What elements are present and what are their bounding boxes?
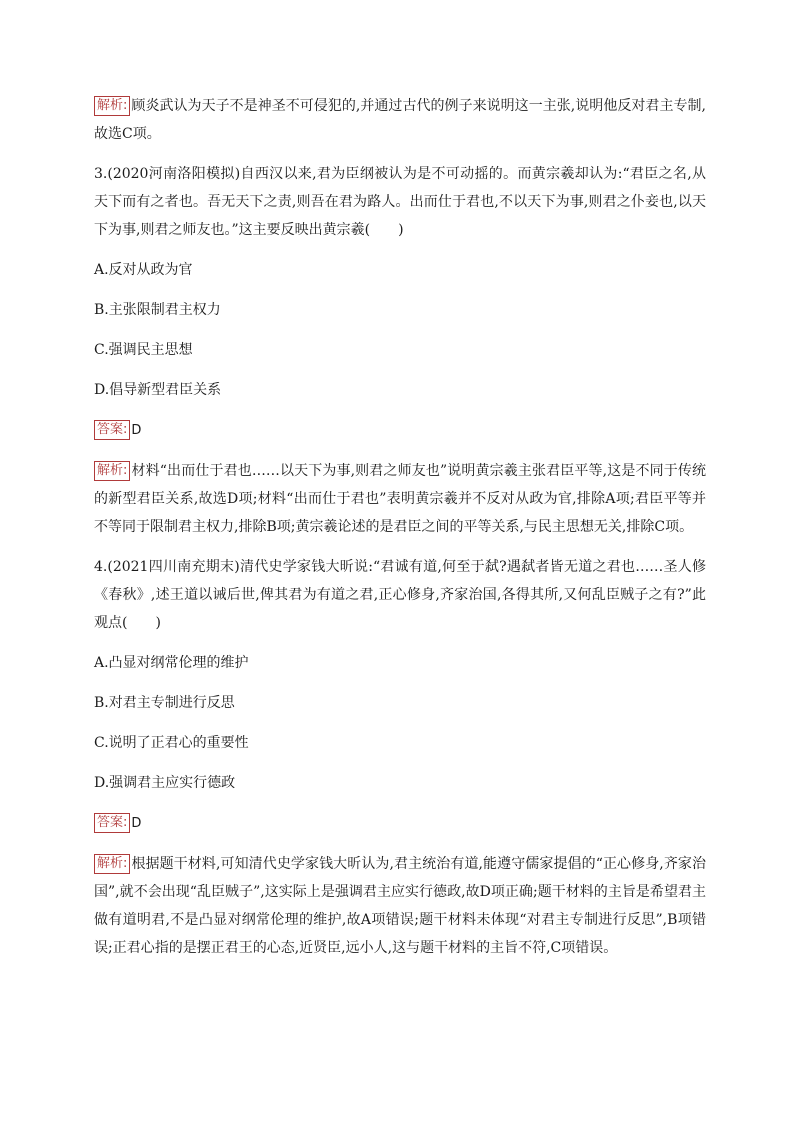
answer-line [94, 809, 706, 838]
question-stem: 3.(2020河南洛阳模拟)自西汉以来,君为臣纲被认为是不可动摇的。而黄宗羲却认为:“君臣之名,从天下而有之者也。吾无天下之责,则吾在君为路人。出而仕于君也,不以天下为事,则君之仆妾也,以天下为事,则君之师友也。”这主要反映出黄宗羲( ) [94, 166, 706, 238]
document-page [94, 92, 706, 962]
analysis-text: 材料“出而仕于君也……以天下为事,则君之师友也”说明黄宗羲主张君臣平等,这是不同于传统的新型君臣关系,故选D项;材料“出而仕于君也”表明黄宗羲并不反对从政为官,排除A项;君臣平等并不等同于限制君主权力,排除B项;黄宗羲论述的是君臣之间的平等关系,与民主思想无关,排除C项。 [94, 463, 706, 535]
analysis-text: 顾炎武认为天子不是神圣不可侵犯的,并通过古代的例子来说明这一主张,说明他反对君主专制,故选C项。 [94, 98, 706, 142]
answer-label: 答案: [94, 420, 130, 440]
option-d: D.强调君主应实行德政 [94, 775, 236, 791]
analysis-label: 解析: [94, 461, 130, 481]
analysis-paragraph [94, 850, 706, 962]
option-c: C.强调民主思想 [94, 342, 193, 358]
option-a: A.反对从政为官 [94, 262, 193, 278]
analysis-paragraph [94, 92, 706, 148]
analysis-label: 解析: [94, 854, 130, 874]
answer-label: 答案: [94, 813, 130, 833]
answer-value: D [131, 423, 142, 438]
option-c: C.说明了正君心的重要性 [94, 735, 249, 751]
analysis-label: 解析: [94, 96, 130, 116]
option-d: D.倡导新型君臣关系 [94, 382, 222, 398]
option-b: B.对君主专制进行反思 [94, 695, 235, 711]
option-a: A.凸显对纲常伦理的维护 [94, 655, 249, 671]
answer-line [94, 416, 706, 445]
option-b: B.主张限制君主权力 [94, 302, 221, 318]
answer-value: D [131, 816, 142, 831]
question-stem: 4.(2021四川南充期末)清代史学家钱大昕说:“君诚有道,何至于弑?遇弑者皆无道之君也……圣人修《春秋》,述王道以诫后世,俾其君为有道之君,正心修身,齐家治国,各得其所,又何乱臣贼子之有?”此观点( ) [94, 559, 706, 631]
analysis-paragraph [94, 457, 706, 541]
analysis-text: 根据题干材料,可知清代史学家钱大昕认为,君主统治有道,能遵守儒家提倡的“正心修身,齐家治国”,就不会出现“乱臣贼子”,这实际上是强调君主应实行德政,故D项正确;题干材料的主旨是希望君主做有道明君,不是凸显对纲常伦理的维护,故A项错误;题干材料未体现“对君主专制进行反思”,B项错误;正君心指的是摆正君王的心态,近贤臣,远小人,这与题干材料的主旨不符,C项错误。 [94, 856, 706, 956]
